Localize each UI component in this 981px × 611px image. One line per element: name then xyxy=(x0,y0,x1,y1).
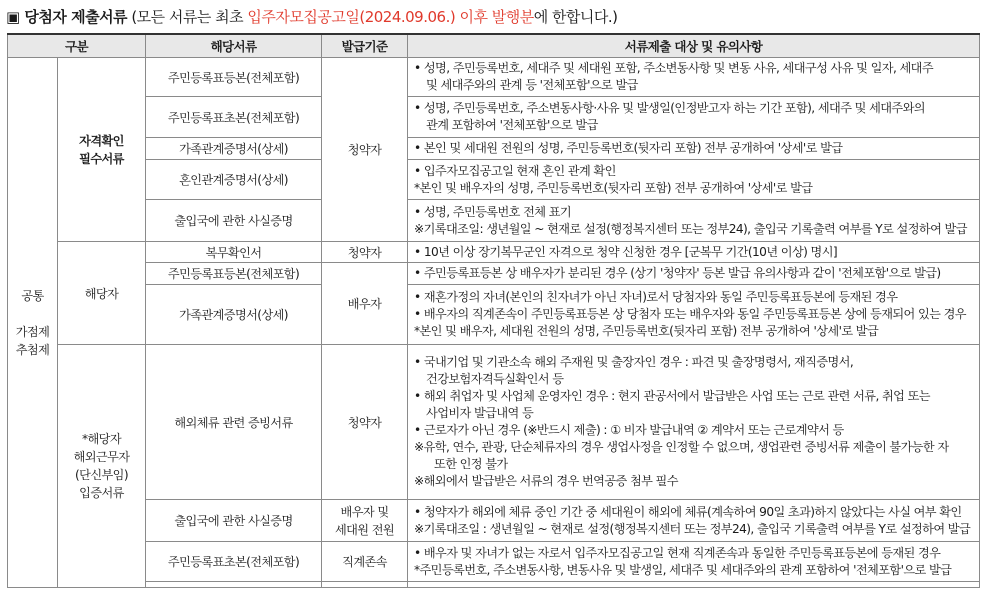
table-row xyxy=(8,582,980,588)
table-row xyxy=(8,97,980,138)
table-row xyxy=(8,160,980,200)
header-notes: 서류제출 대상 및 유의사항 xyxy=(408,34,980,58)
doc-note: • 성명, 주민등록번호, 세대주 및 세대원 포함, 주소변동사항 및 변동 사유, 세대구성 사유 및 일자, 세대주 및 세대주와의 관계 등 '전체포함'으로 발급 xyxy=(408,58,980,97)
table-row xyxy=(8,263,980,285)
doc-note: • 10년 이상 장기복무군인 자격으로 청약 신청한 경우 [군복무 기간(10년 이상) 명시] xyxy=(408,242,980,263)
header-document: 해당서류 xyxy=(146,34,322,58)
doc-note: • 국내기업 및 기관소속 해외 주재원 및 출장자인 경우 : 파견 및 출장명령서, 재직증명서, 건강보험자격득실확인서 등 • 해외 취업자 및 사업체 운영자인 경우 : 현지 관공서에서 발급받은 사업 또는 근로 관련 서류, 취업 또는 사업비자 발급내역 등 • 근로자가 아닌 경우 (※반드시 제출) : ① 비자 발급내역 ② 계약서 또는 근로계약서 등 ※유학, 연수, 관광, 단순체류자의 경우 생업사정을 인정할 수 없으며, 생업관련 증빙서류 제출이 불가능한 자 또한 인정 불가 ※해외에서 발급받은 서류의 경우 번역공증 첨부 필수 xyxy=(408,345,980,500)
doc-note: • 배우자 및 자녀가 없는 자로서 입주자모집공고일 현재 직계존속과 동일한 주민등록표등본에 등재된 경우 *주민등록번호, 주소변동사항, 변동사유 및 발생일, 세대주 및 세대주와의 관계 포함하여 '전체포함'으로 발급 xyxy=(408,542,980,582)
table-row xyxy=(8,345,980,500)
doc-name: 해외체류 관련 증빙서류 xyxy=(146,345,322,500)
table-row xyxy=(8,500,980,542)
doc-note: • 재혼가정의 자녀(본인의 친자녀가 아닌 자녀)로서 당첨자와 동일 주민등록표등본에 등재된 경우 • 배우자의 직계존속이 주민등록표등본 상 당첨자 또는 배우자와 동일 주민등록표등본 상에 등재되어 있는 경우 *본인 및 배우자, 세대원 전원의 성명, 주민등록번호(뒷자리 포함) 전부 공개하여 '상세'로 발급 xyxy=(408,285,980,345)
section-title xyxy=(6,4,618,30)
table-row xyxy=(8,542,980,582)
doc-note: • 성명, 주민등록번호, 주소변동사항·사유 및 발생일(인정받고자 하는 기간 포함), 세대주 및 세대주와의 관계 포함하여 '전체포함'으로 발급 xyxy=(408,97,980,138)
header-basis: 발급기준 xyxy=(322,34,408,58)
doc-name: 혼인관계증명서(상세) xyxy=(146,160,322,200)
table-row xyxy=(8,58,980,97)
category-line: 가점제 xyxy=(15,324,50,339)
doc-note: • 청약자가 해외에 체류 중인 기간 중 세대원이 해외에 체류(계속하여 90일 초과)하지 않았다는 사실 여부 확인 ※기록대조일 : 생년월일 ~ 현재로 설정(행정복지센터 또는 정부24), 출입국 기록출력 여부를 Y로 설정하여 발급 xyxy=(408,500,980,542)
issue-basis: 배우자 xyxy=(322,263,408,345)
category-line: 공통 xyxy=(21,288,44,303)
doc-note: • 입주자모집공고일 현재 혼인 관계 확인 *본인 및 배우자의 성명, 주민등록번호(뒷자리 포함) 전부 공개하여 '상세'로 발급 xyxy=(408,160,980,200)
group-overseas: *해당자 해외근무자 (단신부임) 입증서류 xyxy=(58,345,146,588)
group-applicable: 해당자 xyxy=(58,242,146,345)
table-row xyxy=(8,285,980,345)
table-row xyxy=(8,242,980,263)
issue-basis: 배우자 및 세대원 전원 xyxy=(322,500,408,542)
doc-name: 출입국에 관한 사실증명 xyxy=(146,200,322,242)
doc-name: 가족관계증명서(상세) xyxy=(146,138,322,160)
table-header-row xyxy=(8,34,980,58)
issue-basis: 청약자 xyxy=(322,345,408,500)
doc-name: 주민등록표등본(전체포함) xyxy=(146,263,322,285)
table-row xyxy=(8,200,980,242)
doc-note: • 성명, 주민등록번호 전체 표기 ※기록대조일: 생년월일 ~ 현재로 설정(행정복지센터 또는 정부24), 출입국 기록출력 여부를 Y로 설정하여 발급 xyxy=(408,200,980,242)
issue-basis: 청약자 xyxy=(322,58,408,242)
doc-name: 가족관계증명서(상세) xyxy=(146,285,322,345)
issue-basis: 청약자 xyxy=(322,242,408,263)
title-suffix: 에 한합니다.) xyxy=(533,8,618,26)
doc-note: • 본인 및 세대원 전원의 성명, 주민등록번호(뒷자리 포함) 전부 공개하여 '상세'로 발급 xyxy=(408,138,980,160)
table-row xyxy=(8,138,980,160)
header-category: 구분 xyxy=(8,34,146,58)
doc-name: 출입국에 관한 사실증명 xyxy=(146,500,322,542)
category-line: 추첨제 xyxy=(15,342,50,357)
title-mid: (모든 서류는 최초 xyxy=(127,8,248,26)
doc-name: 주민등록표등본(전체포함) xyxy=(146,58,322,97)
doc-note: • 주민등록표등본 상 배우자가 분리된 경우 (상기 '청약자' 등본 발급 유의사항과 같이 '전체포함'으로 발급) xyxy=(408,263,980,285)
doc-name: 복무확인서 xyxy=(146,242,322,263)
doc-name: 주민등록표초본(전체포함) xyxy=(146,542,322,582)
title-prefix: ▣ 당첨자 제출서류 xyxy=(6,8,128,26)
category-common xyxy=(8,58,58,588)
issue-basis: 직계존속 xyxy=(322,542,408,582)
group-required-docs: 자격확인 필수서류 xyxy=(58,58,146,242)
document-table xyxy=(7,33,980,588)
doc-name: 주민등록표초본(전체포함) xyxy=(146,97,322,138)
title-highlight: 입주자모집공고일(2024.09.06.) 이후 발행분 xyxy=(247,8,534,26)
